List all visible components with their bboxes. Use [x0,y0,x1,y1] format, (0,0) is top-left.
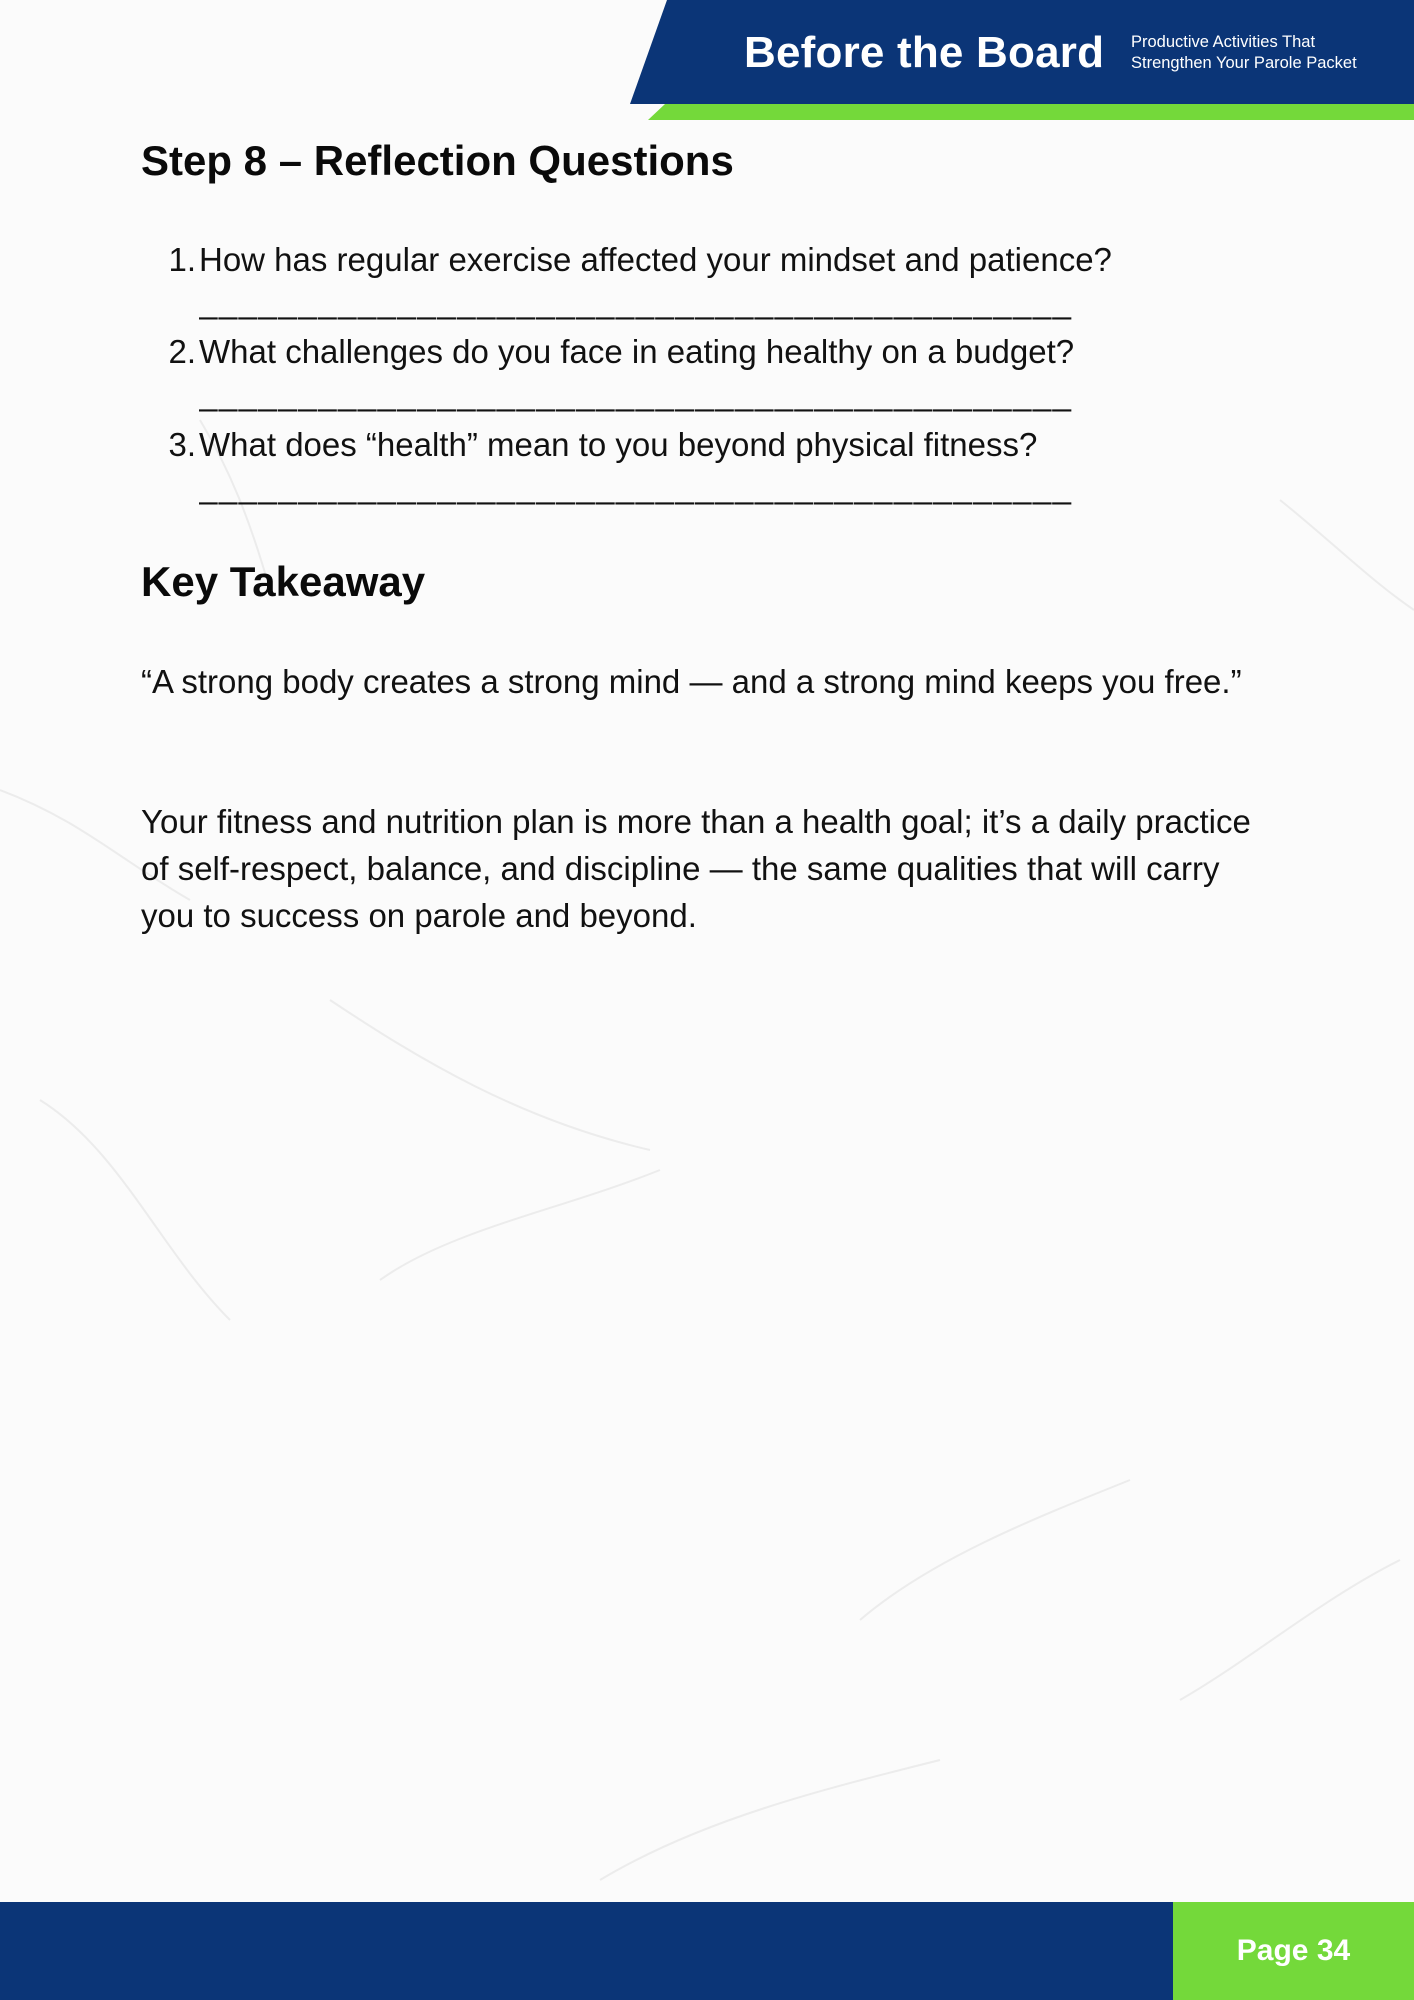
takeaway-body: Your fitness and nutrition plan is more than a health goal; it’s a daily practice of self-respect, balance, and discipline — the same qualities that will carry you to success on parole and beyond. [141,803,1251,934]
question-text: How has regular exercise affected your mindset and patience? [199,241,1112,278]
question-number: 2. [168,333,196,370]
answer-line[interactable]: ____________________________________________ [199,468,1073,505]
takeaway-heading: Key Takeaway [141,558,426,605]
question-text: What does “health” mean to you beyond physical fitness? [199,426,1038,463]
takeaway-quote: “A strong body creates a strong mind — and a strong mind keeps you free.” [141,663,1242,700]
question-number: 3. [168,426,196,463]
header-title: Before the Board [744,28,1105,77]
page-footer [0,1902,1414,2000]
header-subtitle-line2: Strengthen Your Parole Packet [1131,54,1357,72]
question-text: What challenges do you face in eating healthy on a budget? [199,333,1075,370]
question-number: 1. [168,241,196,278]
reflection-heading: Step 8 – Reflection Questions [141,137,734,184]
answer-line[interactable]: ____________________________________________ [199,375,1073,412]
page-header [0,0,1414,130]
answer-line[interactable]: ____________________________________________ [199,283,1073,320]
header-subtitle [1131,32,1401,74]
page-number: Page 34 [1173,1902,1414,2000]
header-subtitle-line1: Productive Activities That [1131,33,1316,51]
